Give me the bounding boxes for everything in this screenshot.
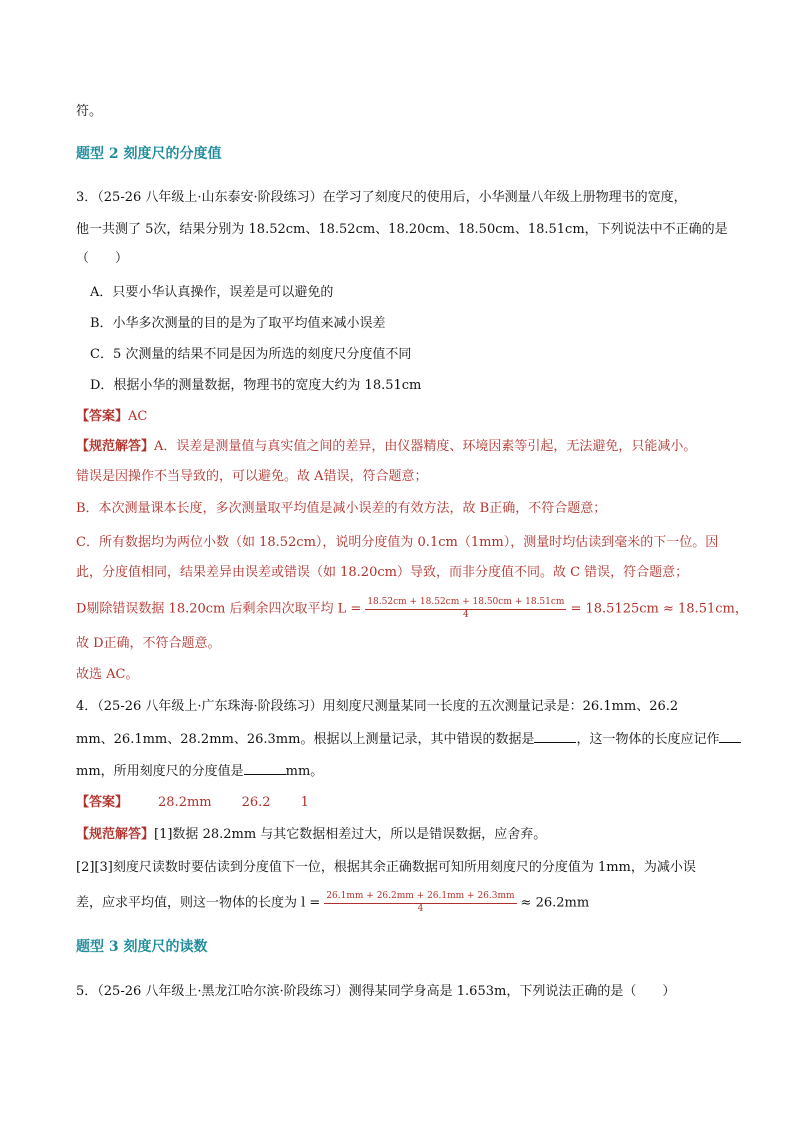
formula-prefix: D剔除错误数据 18.20cm 后剩余四次取平均 L = <box>76 601 362 617</box>
fraction-denominator: 4 <box>463 610 469 620</box>
fraction-numerator: 18.52cm + 18.52cm + 18.50cm + 18.51cm <box>365 597 566 610</box>
answer-blank <box>719 730 741 743</box>
explanation-line: 此，分度值相同，结果差异由误差或错误（如 18.20cm）导致，而非分度值不同。故 C 错误，符合题意； <box>76 565 689 580</box>
explanation-text: [1]数据 28.2mm 与其它数据相差过大，所以是错误数据，应舍弃。 <box>154 827 547 842</box>
explanation-formula-line <box>76 597 748 621</box>
explanation-label: 【规范解答】 <box>76 827 155 842</box>
answer-value: 1 <box>300 795 309 810</box>
question-text: mm，所用刻度尺的分度值是 <box>76 764 244 779</box>
explanation-line: C．所有数据均为两位小数（如 18.52cm），说明分度值为 0.1cm（1mm），测量时均估读到毫米的下一位。因 <box>76 535 719 550</box>
section-heading: 题型 3 刻度尺的读数 <box>76 939 208 955</box>
question-3-line: 他一共测了 5次，结果分别为 18.52cm、18.52cm、18.20cm、18.50cm、18.51cm，下列说法中不正确的是 <box>76 222 728 237</box>
option-a: A．只要小华认真操作，误差是可以避免的 <box>90 285 334 300</box>
fraction-numerator: 26.1mm + 26.2mm + 26.1mm + 26.3mm <box>324 891 516 904</box>
question-4-line <box>76 730 741 749</box>
answer-value: AC <box>128 409 148 424</box>
fraction <box>324 891 516 915</box>
explanation-text: A．误差是测量值与真实值之间的差异，由仪器精度、环境因素等引起，无法避免，只能减小。 <box>154 439 697 454</box>
option-b: B．小华多次测量的目的是为了取平均值来减小误差 <box>90 316 386 331</box>
question-text: mm。 <box>285 764 324 779</box>
answer-value: 28.2mm <box>158 795 212 810</box>
explanation-line <box>76 826 546 844</box>
explanation-line: B．本次测量课本长度，多次测量取平均值是减小误差的有效方法，故 B正确，不符合题意； <box>76 501 607 516</box>
explanation-label: 【规范解答】 <box>76 439 155 454</box>
explanation-formula-line <box>76 891 589 915</box>
question-3-line: （ ） <box>76 251 129 266</box>
explanation-line <box>76 438 696 456</box>
text-line: 符。 <box>76 104 103 119</box>
question-text: ，这一物体的长度应记作 <box>576 732 720 747</box>
answer-blank <box>534 730 576 743</box>
fraction <box>365 597 566 621</box>
answer-label: 【答案】 <box>76 409 129 424</box>
question-3-line: 3．（25-26 八年级上·山东泰安·阶段练习）在学习了刻度尺的使用后，小华测量八年级上册物理书的宽度， <box>76 190 687 205</box>
section-heading: 题型 2 刻度尺的分度值 <box>76 146 222 162</box>
formula-result: ≈ 26.2mm <box>520 895 590 911</box>
explanation-line: [2][3]刻度尺读数时要估读到分度值下一位，根据其余正确数据可知所用刻度尺的分度值为 1mm，为减小误 <box>76 860 696 875</box>
answer-row <box>76 408 147 426</box>
question-4-line: 4．（25-26 八年级上·广东珠海·阶段练习）用刻度尺测量某同一长度的五次测量记录是：26.1mm、26.2 <box>76 699 679 714</box>
question-5-line: 5．（25-26 八年级上·黑龙江哈尔滨·阶段练习）测得某同学身高是 1.653m，下列说法正确的是（ ） <box>76 984 676 999</box>
formula-result: = 18.5125cm ≈ 18.51cm， <box>570 601 748 617</box>
option-c: C．5 次测量的结果不同是因为所选的刻度尺分度值不同 <box>90 347 412 362</box>
answer-row <box>76 794 309 812</box>
fraction-denominator: 4 <box>417 904 424 914</box>
explanation-line: 故 D正确，不符合题意。 <box>76 636 221 651</box>
question-text: mm、26.1mm、28.2mm、26.3mm。根据以上测量记录，其中错误的数据是 <box>76 732 535 747</box>
answer-label: 【答案】 <box>76 795 129 810</box>
answer-value: 26.2 <box>241 795 271 810</box>
option-d: D．根据小华的测量数据，物理书的宽度大约为 18.51cm <box>90 378 422 393</box>
answer-blank <box>244 762 286 775</box>
formula-prefix: 差，应求平均值，则这一物体的长度为 l = <box>76 895 321 911</box>
question-4-line <box>76 762 323 781</box>
explanation-line: 故选 AC。 <box>76 667 139 682</box>
explanation-line: 错误是因操作不当导致的，可以避免。故 A错误，符合题意； <box>76 469 428 484</box>
